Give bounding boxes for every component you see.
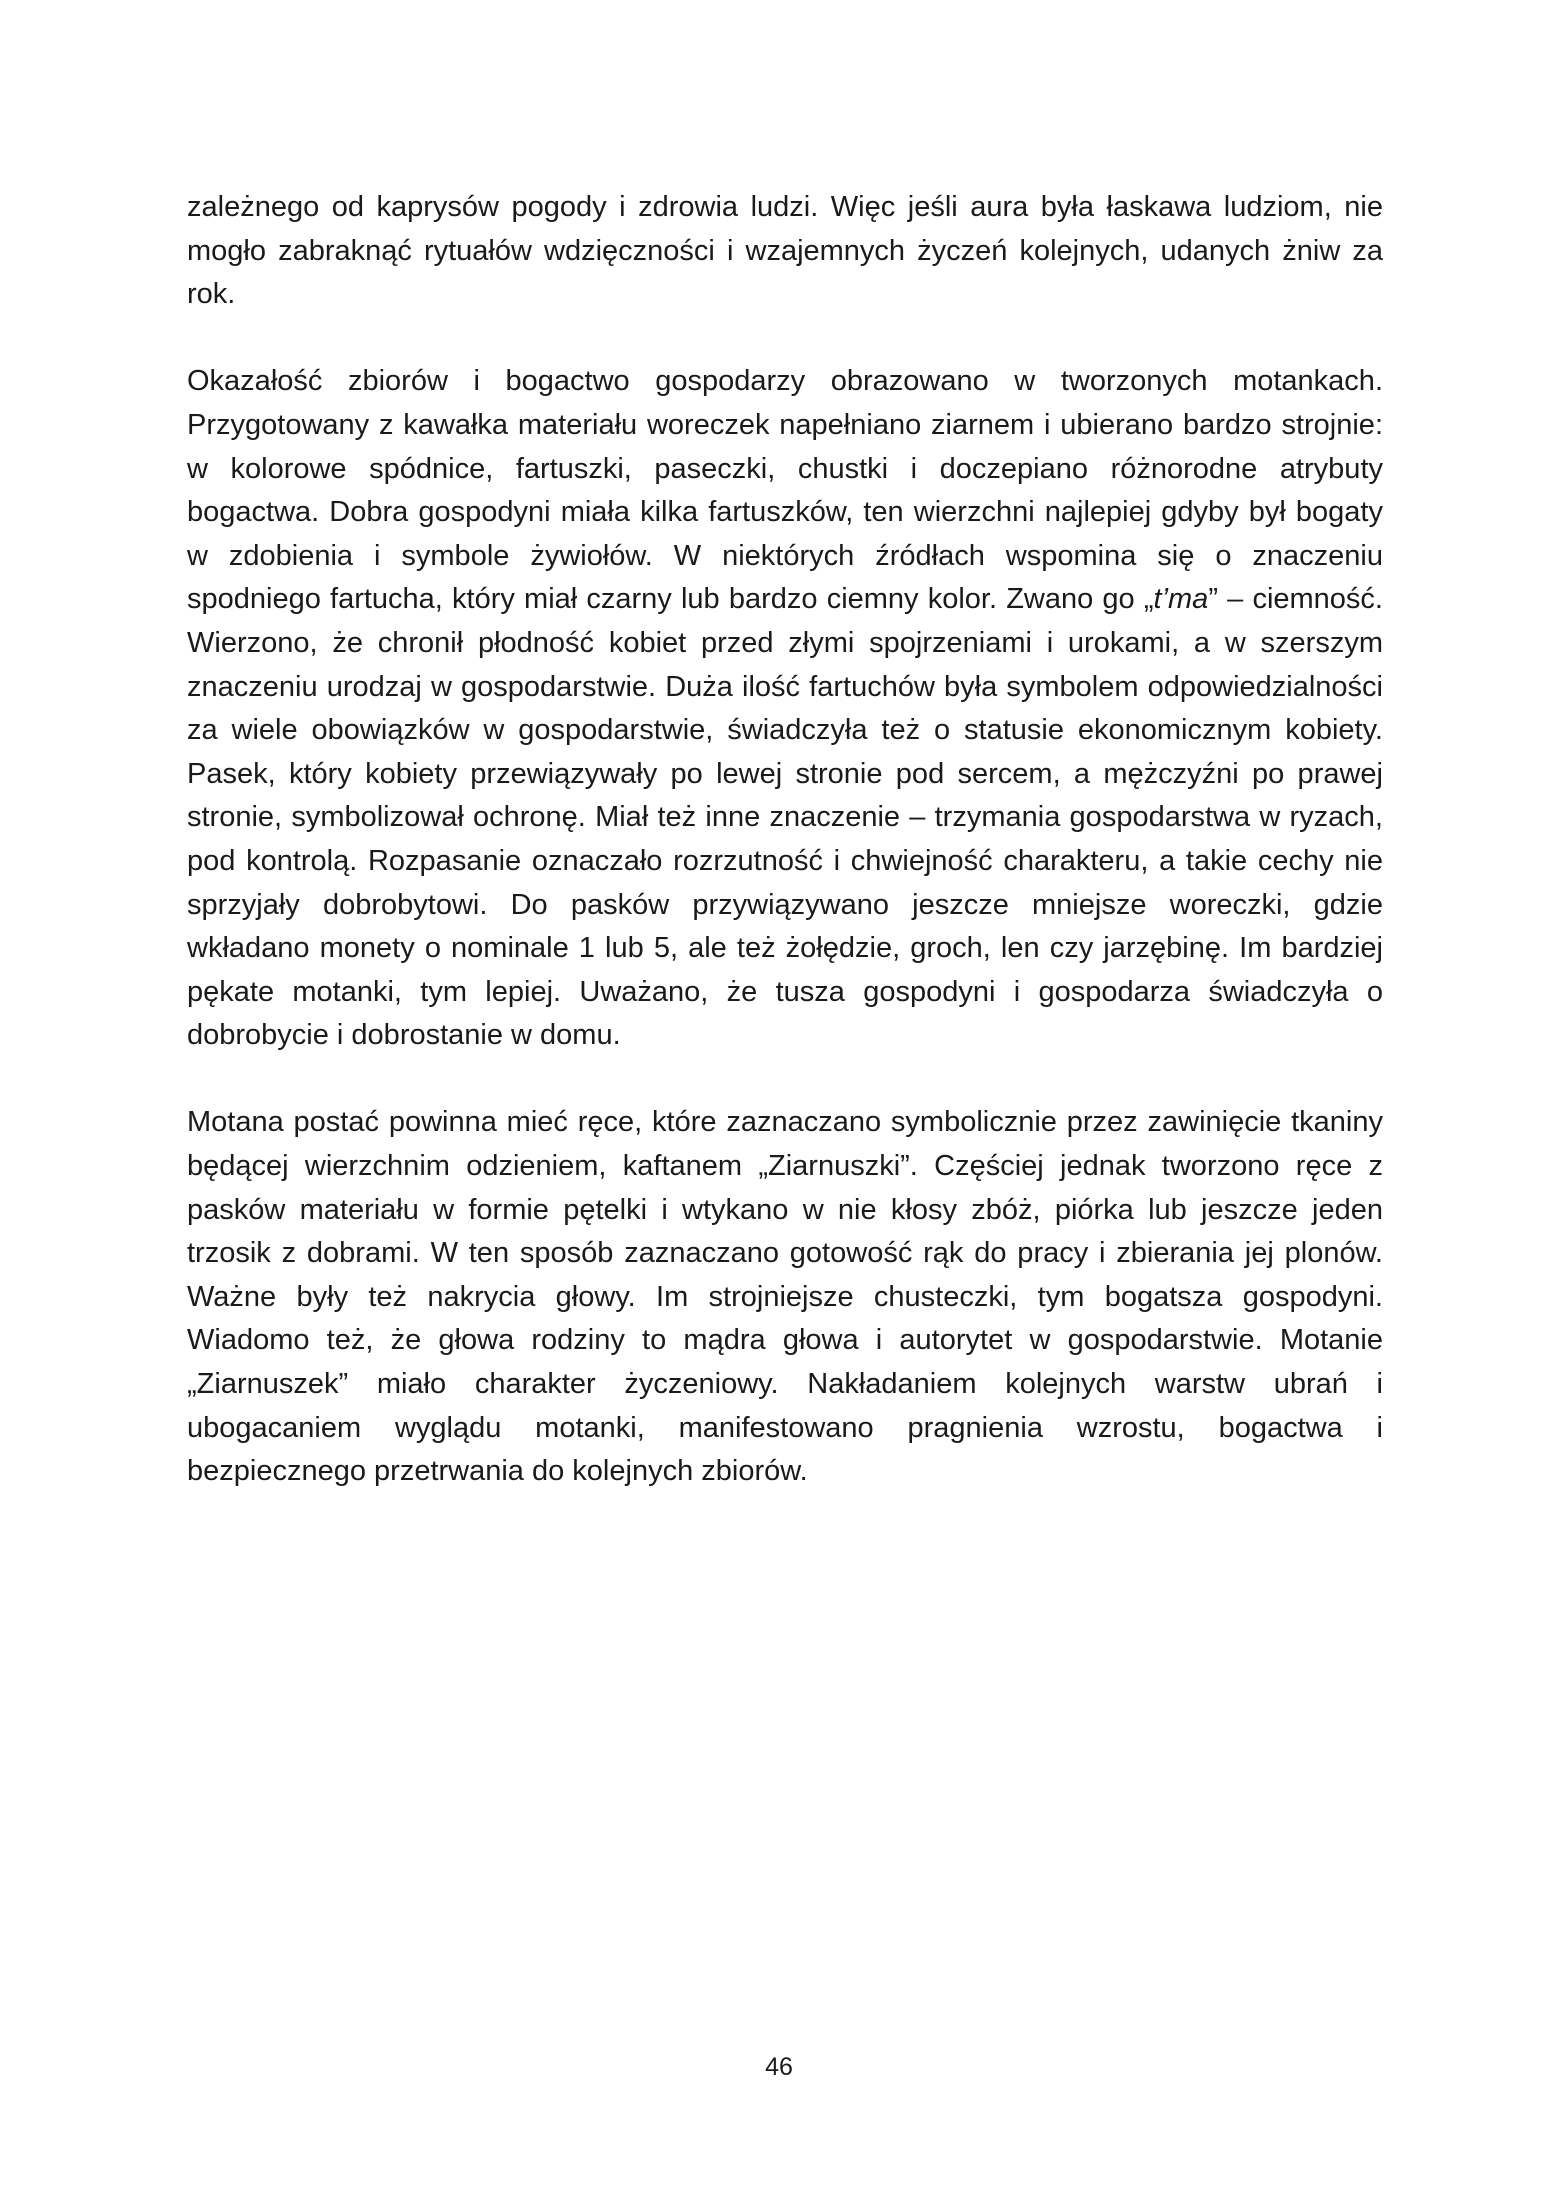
- paragraph-2-italic-term: t’ma: [1153, 583, 1209, 616]
- paragraph-2-text-after: ” – ciemność. Wierzono, że chronił płodność kobiet przed złymi spojrzeniami i urokami, a w szerszym znaczeniu urodzaj w gospodarstwie. Duża ilość fartuchów była symbolem odpowiedzialności za wiele obowiązków w gospodarstwie, świadczyła też o statusie ekonomicznym kobiety. Pasek, który kobiety przewiązywały po lewej stronie pod sercem, a mężczyźni po prawej stronie, symbolizował ochronę. Miał też inne znaczenie – trzymania gospodarstwa w ryzach, pod kontrolą. Rozpasanie oznaczało rozrzutność i chwiejność charakteru, a takie cechy nie sprzyjały dobrobytowi. Do pasków przywiązywano jeszcze mniejsze woreczki, gdzie wkładano monety o nominale 1 lub 5, ale też żołędzie, groch, len czy jarzębinę. Im bardziej pękate motanki, tym lepiej. Uważano, że tusza gospodyni i gospodarza świadczyła o dobrobycie i dobrostanie w domu.: [187, 583, 1383, 1052]
- body-text: [187, 186, 1383, 1494]
- paragraph-3: Motana postać powinna mieć ręce, które zaznaczano symbolicznie przez zawinięcie tkaniny będącej wierzchnim odzieniem, kaftanem „Ziarnuszki”. Częściej jednak tworzono ręce z pasków materiału w formie pętelki i wtykano w nie kłosy zbóż, piórka lub jeszcze jeden trzosik z dobrami. W ten sposób zaznaczano gotowość rąk do pracy i zbierania jej plonów. Ważne były też nakrycia głowy. Im strojniejsze chusteczki, tym bogatsza gospodyni. Wiadomo też, że głowa rodziny to mądra głowa i autorytet w gospodarstwie. Motanie „Ziarnuszek” miało charakter życzeniowy. Nakładaniem kolejnych warstw ubrań i ubogacaniem wyglądu motanki, manifestowano pragnienia wzrostu, bogactwa i bezpiecznego przetrwania do kolejnych zbiorów.: [187, 1106, 1383, 1488]
- paragraph-2-text-before: Okazałość zbiorów i bogactwo gospodarzy obrazowano w tworzonych motankach. Przygotowany z kawałka materiału woreczek napełniano ziarnem i ubierano bardzo strojnie: w kolorowe spódnice, fartuszki, paseczki, chustki i doczepiano różnorodne atrybuty bogactwa. Dobra gospodyni miała kilka fartuszków, ten wierzchni najlepiej gdyby był bogaty w zdobienia i symbole żywiołów. W niektórych źródłach wspomina się o znaczeniu spodniego fartucha, który miał czarny lub bardzo ciemny kolor. Zwano go „: [187, 365, 1383, 616]
- page-number: 46: [765, 2053, 793, 2081]
- paragraph-1: zależnego od kaprysów pogody i zdrowia ludzi. Więc jeśli aura była łaskawa ludziom, nie mogło zabraknąć rytuałów wdzięczności i wzajemnych życzeń kolejnych, udanych żniw za rok.: [187, 191, 1383, 311]
- paragraph-2: [187, 360, 1383, 1058]
